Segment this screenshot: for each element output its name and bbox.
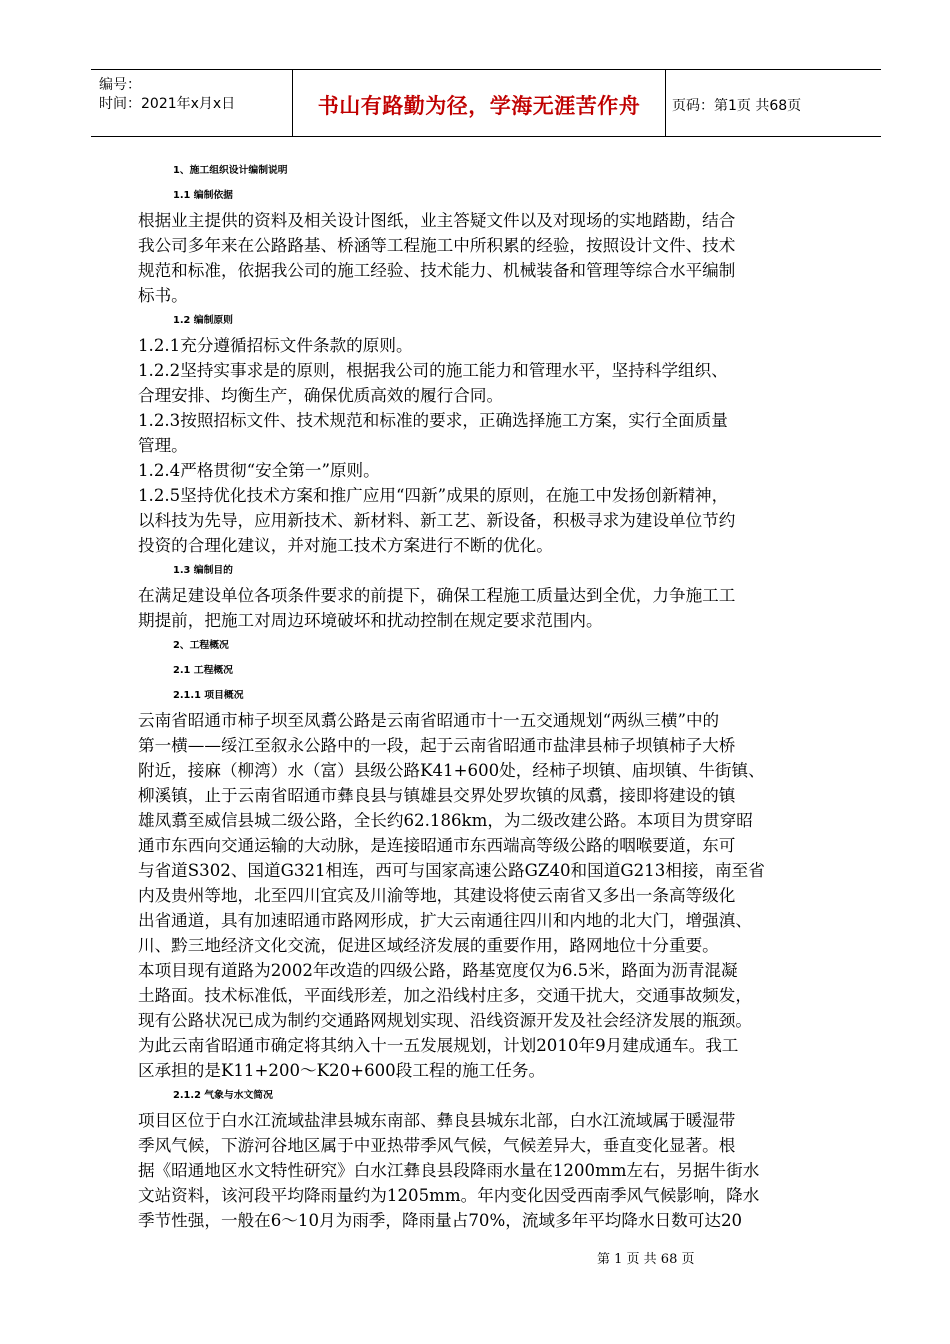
body-text-line: 季风气候，下游河谷地区属于中亚热带季风气候，气候差异大，垂直变化显著。根 [138, 1136, 736, 1155]
body-text-line: 通市东西向交通运输的大动脉，是连接昭通市东西端高等级公路的咽喉要道，东可 [138, 836, 736, 855]
header-motto: 书山有路勤为径，学海无涯苦作舟 [317, 94, 641, 118]
body-text-line: 投资的合理化建议，并对施工技术方案进行不断的优化。 [138, 536, 553, 555]
body-text-line: 雄凤翥至威信县城二级公路，全长约62.186km，为二级改建公路。本项目为贯穿昭 [138, 811, 753, 830]
body-text-line: 季节性强，一般在6～10月为雨季，降雨量占70%，流域多年平均降水日数可达20 [138, 1211, 743, 1230]
body-text-line: 出省通道，具有加速昭通市路网形成，扩大云南通往四川和内地的北大门，增强滇、 [138, 911, 752, 930]
body-text-line: 标书。 [138, 286, 188, 305]
body-text-line: 现有公路状况已成为制约交通路网规划实现、沿线资源开发及社会经济发展的瓶颈。 [138, 1011, 752, 1030]
footer-page-number: 第 1 页 共 68 页 [597, 1252, 695, 1267]
body-text-line: 以科技为先导，应用新技术、新材料、新工艺、新设备，积极寻求为建设单位节约 [138, 511, 736, 530]
body-text-line: 我公司多年来在公路路基、桥涵等工程施工中所积累的经验，按照设计文件、技术 [138, 236, 736, 255]
section-heading: 2.1 工程概况 [173, 665, 233, 676]
body-text-line: 管理。 [138, 436, 188, 455]
body-text-line: 与省道S302、国道G321相连，西可与国家高速公路GZ40和国道G213相接，南至省 [138, 861, 765, 880]
header-motto-cell [293, 70, 666, 136]
section-heading: 2.1.2 气象与水文简况 [173, 1090, 273, 1101]
body-text-line: 文站资料，该河段平均降雨量约为1205mm。年内变化因受西南季风气候影响，降水 [138, 1186, 760, 1205]
section-heading: 2.1.1 项目概况 [173, 690, 244, 701]
body-text-line: 1.2.2坚持实事求是的原则，根据我公司的施工能力和管理水平，坚持科学组织、 [138, 361, 728, 380]
body-text-line: 1.2.4严格贯彻“安全第一”原则。 [138, 461, 380, 480]
document-number-label: 编号： [99, 77, 141, 93]
body-text-line: 川、黔三地经济文化交流，促进区域经济发展的重要作用，路网地位十分重要。 [138, 936, 719, 955]
body-text-line: 第一横——绥江至叙永公路中的一段，起于云南省昭通市盐津县柿子坝镇柿子大桥 [138, 736, 736, 755]
body-text-line: 内及贵州等地，北至四川宜宾及川渝等地，其建设将使云南省又多出一条高等级化 [138, 886, 736, 905]
section-heading: 1.1 编制依据 [173, 190, 233, 201]
body-text-line: 区承担的是K11+200～K20+600段工程的施工任务。 [138, 1061, 546, 1080]
body-text-line: 附近，接麻（柳湾）水（富）县级公路K41+600处，经柿子坝镇、庙坝镇、牛街镇、 [138, 761, 765, 780]
body-text-line: 云南省昭通市柿子坝至凤翥公路是云南省昭通市十一五交通规划“两纵三横”中的 [138, 711, 720, 730]
header-page-cell [666, 70, 881, 136]
body-text-line: 1.2.5坚持优化技术方案和推广应用“四新”成果的原则，在施工中发扬创新精神， [138, 486, 729, 505]
body-text-line: 1.2.3按照招标文件、技术规范和标准的要求，正确选择施工方案，实行全面质量 [138, 411, 728, 430]
body-text-line: 期提前，把施工对周边环境破坏和扰动控制在规定要求范围内。 [138, 611, 603, 630]
section-heading: 1.2 编制原则 [173, 315, 233, 326]
body-text-line: 据《昭通地区水文特性研究》白水江彝良县段降雨水量在1200mm左右，另据牛街水 [138, 1161, 760, 1180]
document-body [138, 158, 828, 1233]
body-text-line: 项目区位于白水江流域盐津县城东南部、彝良县城东北部，白水江流域属于暖湿带 [138, 1111, 736, 1130]
header-page-info: 页码：第1页 共68页 [672, 98, 802, 114]
body-text-line: 为此云南省昭通市确定将其纳入十一五发展规划，计划2010年9月建成通车。我工 [138, 1036, 739, 1055]
body-text-line: 在满足建设单位各项条件要求的前提下，确保工程施工质量达到全优，力争施工工 [138, 586, 736, 605]
page-header [91, 69, 881, 137]
body-text-line: 本项目现有道路为2002年改造的四级公路，路基宽度仅为6.5米，路面为沥青混凝 [138, 961, 738, 980]
document-date-label: 时间：2021年x月x日 [99, 96, 236, 112]
body-text-line: 柳溪镇，止于云南省昭通市彝良县与镇雄县交界处罗坎镇的凤翥，接即将建设的镇 [138, 786, 736, 805]
body-text-line: 土路面。技术标准低，平面线形差，加之沿线村庄多，交通干扰大，交通事故频发， [138, 986, 752, 1005]
body-text-line: 规范和标准，依据我公司的施工经验、技术能力、机械装备和管理等综合水平编制 [138, 261, 736, 280]
section-heading: 1.3 编制目的 [173, 565, 233, 576]
body-text-line: 1.2.1充分遵循招标文件条款的原则。 [138, 336, 413, 355]
body-text-line: 合理安排、均衡生产，确保优质高效的履行合同。 [138, 386, 504, 405]
header-meta-cell [91, 70, 293, 136]
section-heading: 2、工程概况 [173, 640, 229, 651]
section-heading: 1、施工组织设计编制说明 [173, 165, 288, 176]
body-text-line: 根据业主提供的资料及相关设计图纸，业主答疑文件以及对现场的实地踏勘，结合 [138, 211, 736, 230]
